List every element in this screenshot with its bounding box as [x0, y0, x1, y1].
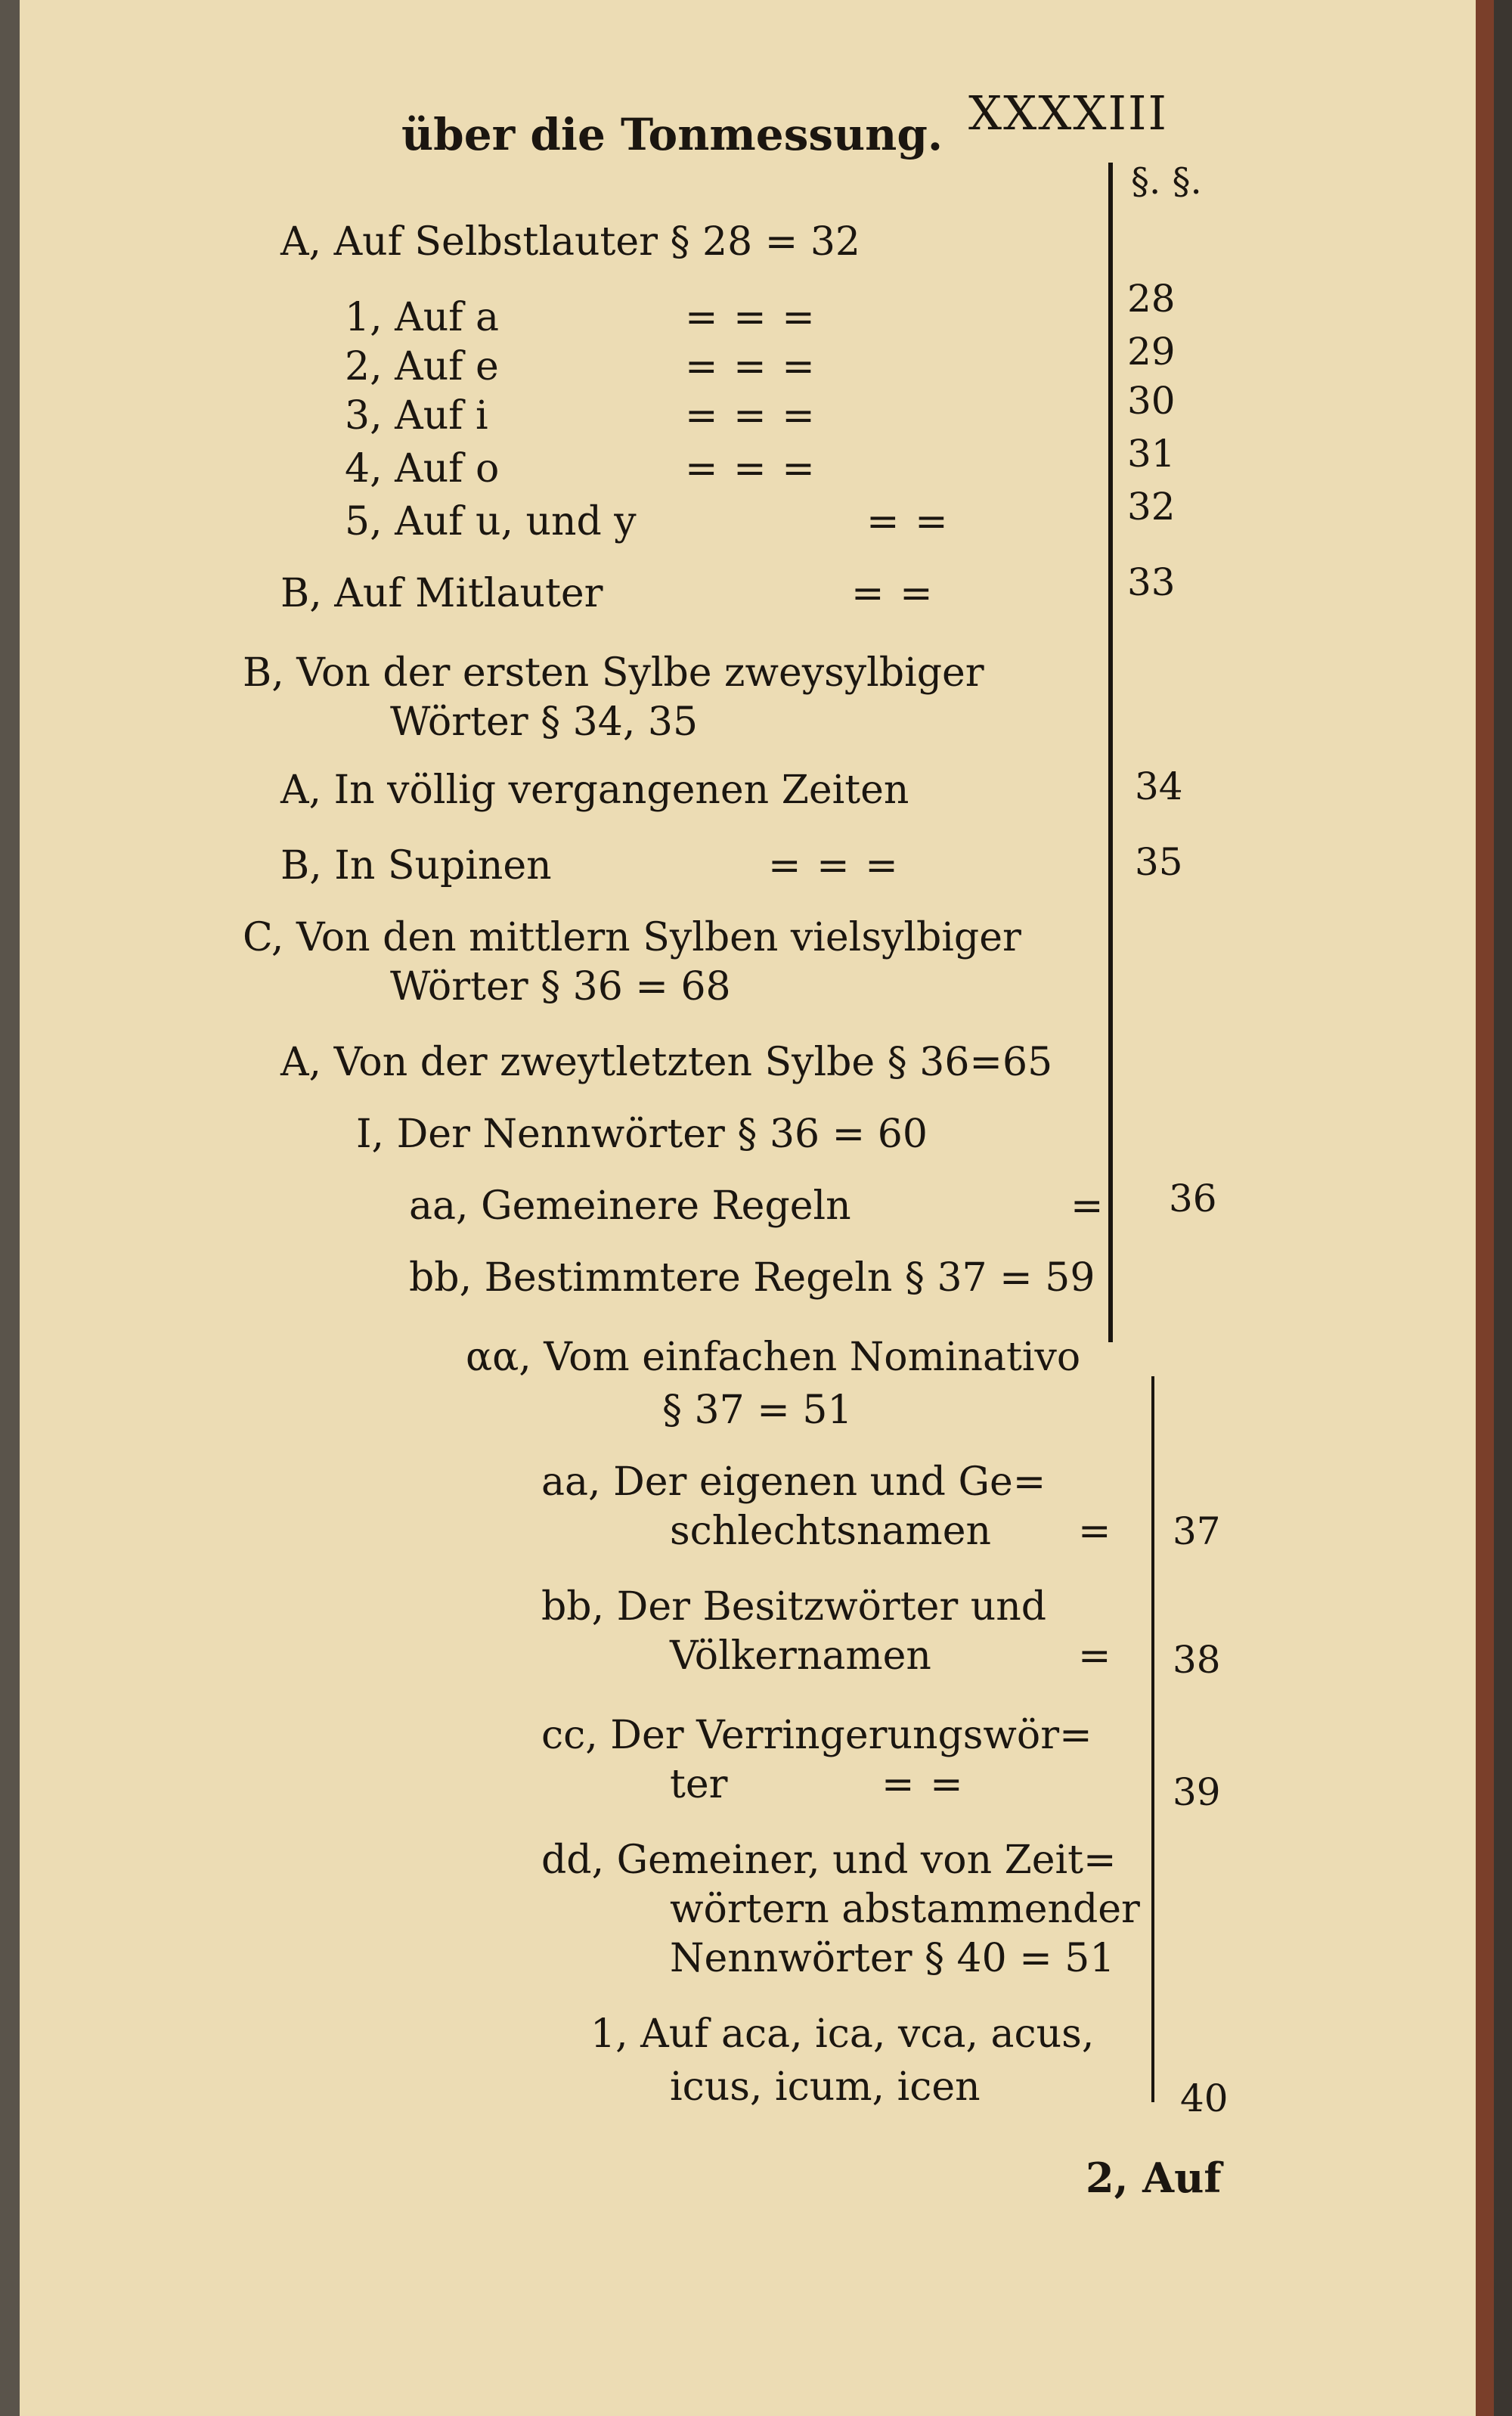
toc-entry: schlechtsnamen [670, 1509, 991, 1554]
toc-entry: bb, Der Besitzwörter und [541, 1584, 1047, 1630]
toc-entry: 2, Auf e [345, 344, 499, 389]
leader-dots: = = [881, 1762, 965, 1807]
toc-entry: icus, icum, icen [670, 2064, 981, 2110]
leader-dots: = [1078, 1509, 1113, 1554]
book-page [20, 0, 1494, 2416]
toc-entry: Wörter § 36 = 68 [390, 964, 731, 1010]
section-ref: 33 [1127, 560, 1176, 604]
leader-dots: = [1070, 1183, 1105, 1229]
toc-entry: ter [670, 1762, 728, 1807]
leader-dots: = = = [685, 446, 816, 492]
section-ref: 39 [1173, 1770, 1221, 1814]
section-ref: 28 [1127, 277, 1176, 321]
toc-entry: Völkernamen [670, 1633, 931, 1679]
section-ref: 36 [1169, 1177, 1217, 1220]
toc-entry: Wörter § 34, 35 [390, 699, 699, 745]
toc-entry: 1, Auf aca, ica, vca, acus, [590, 2011, 1095, 2057]
catchword: 2, Auf [1086, 2154, 1222, 2202]
toc-entry: cc, Der Verringerungswör= [541, 1713, 1092, 1758]
section-ref: 32 [1127, 485, 1176, 529]
section-ref: 30 [1127, 379, 1176, 423]
toc-entry: 4, Auf o [345, 446, 500, 492]
leader-dots: = = [866, 499, 950, 544]
folio-number: XXXXIII [968, 85, 1169, 141]
toc-entry: 5, Auf u, und y [345, 499, 637, 544]
toc-entry: B, In Supinen [280, 843, 552, 889]
leader-dots: = = = [685, 295, 816, 340]
section-ref: 34 [1135, 764, 1183, 808]
toc-entry: C, Von den mittlern Sylben vielsylbiger [243, 915, 1021, 960]
column-rule-lower [1151, 1376, 1154, 2102]
toc-entry: bb, Bestimmtere Regeln § 37 = 59 [409, 1255, 1095, 1301]
toc-entry: 1, Auf a [345, 295, 499, 340]
toc-entry: dd, Gemeiner, und von Zeit= [541, 1838, 1117, 1883]
running-head-title: über die Tonmessung. [401, 109, 943, 160]
toc-entry: I, Der Nennwörter § 36 = 60 [356, 1112, 928, 1157]
paragraph-column-header: §. §. [1131, 160, 1202, 203]
toc-entry: B, Auf Mitlauter [280, 571, 603, 616]
leader-dots: = = = [685, 393, 816, 439]
section-ref: 38 [1173, 1638, 1221, 1682]
leader-dots: = [1078, 1633, 1113, 1679]
toc-entry: 3, Auf i [345, 393, 488, 439]
toc-entry: § 37 = 51 [662, 1388, 853, 1433]
toc-entry: A, Von der zweytletzten Sylbe § 36=65 [280, 1040, 1053, 1085]
toc-entry: aa, Gemeinere Regeln [409, 1183, 851, 1229]
toc-entry: aa, Der eigenen und Ge= [541, 1459, 1046, 1505]
section-ref: 29 [1127, 330, 1176, 374]
toc-entry: B, Von der ersten Sylbe zweysylbiger [243, 650, 984, 696]
column-rule [1108, 163, 1113, 1342]
book-gutter [0, 0, 20, 2416]
leader-dots: = = = [685, 344, 816, 389]
section-ref: 40 [1180, 2076, 1228, 2120]
page-edge [1476, 0, 1494, 2416]
section-ref: 35 [1135, 840, 1183, 884]
leader-dots: = = = [768, 843, 900, 889]
toc-entry: wörtern abstammender [670, 1887, 1140, 1932]
toc-entry: A, Auf Selbstlauter § 28 = 32 [280, 219, 860, 265]
toc-entry: Nennwörter § 40 = 51 [670, 1936, 1115, 1981]
section-ref: 37 [1173, 1509, 1221, 1553]
toc-entry: A, In völlig vergangenen Zeiten [280, 768, 909, 813]
toc-entry: αα, Vom einfachen Nominativo [466, 1335, 1081, 1380]
leader-dots: = = [851, 571, 934, 616]
section-ref: 31 [1127, 432, 1176, 476]
